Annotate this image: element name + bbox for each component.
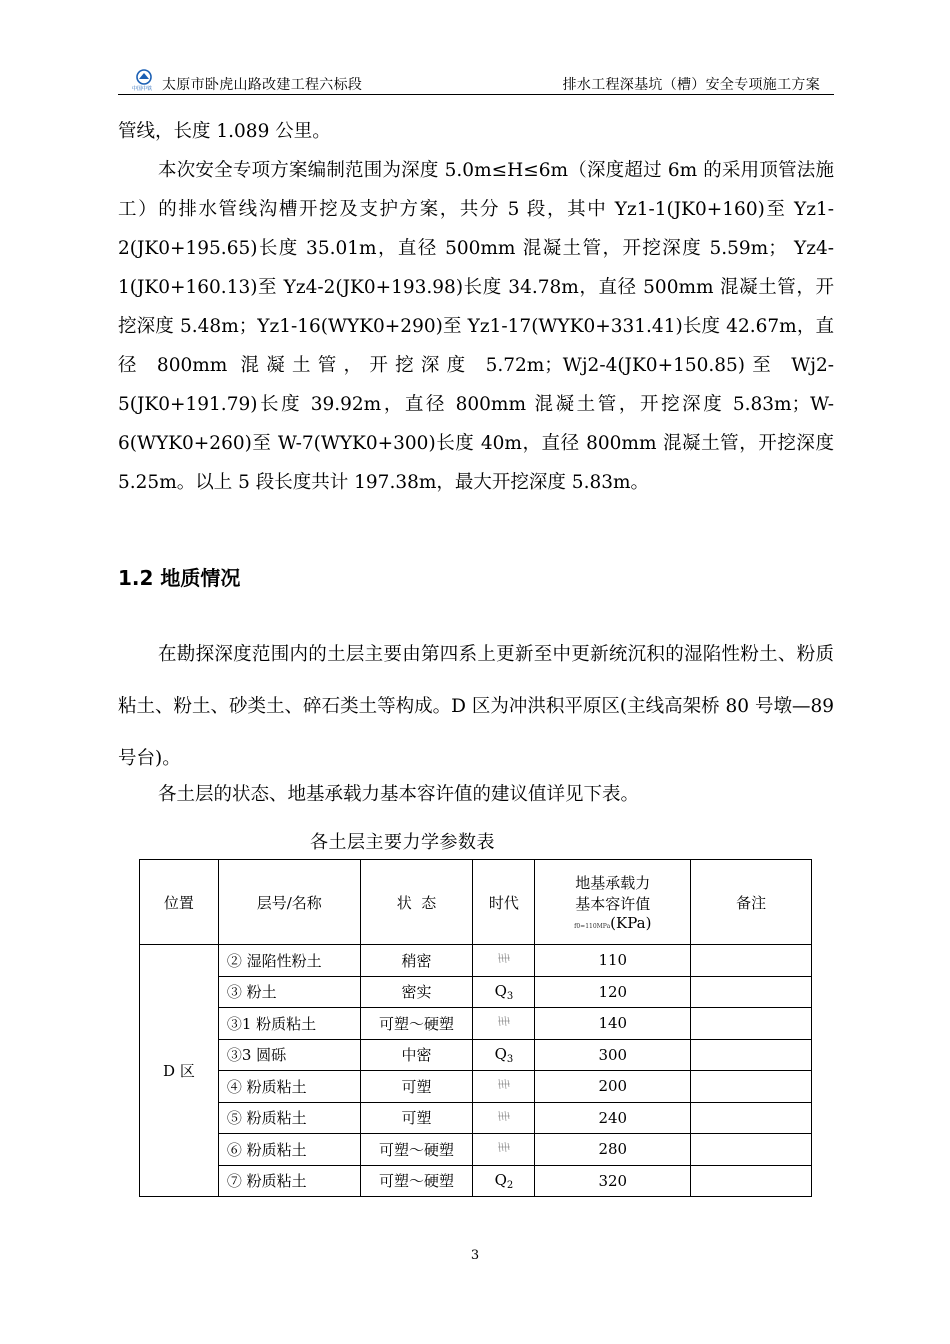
state-cell: 可塑～硬塑 bbox=[360, 1165, 473, 1197]
section-heading: 1.2 地质情况 bbox=[118, 566, 241, 590]
layer-cell: ⑤ 粉质粘土 bbox=[218, 1102, 360, 1134]
era-cell bbox=[473, 1008, 535, 1040]
era-symbol: Q bbox=[494, 1170, 507, 1189]
note-cell bbox=[691, 1039, 812, 1071]
note-cell bbox=[691, 1134, 812, 1166]
era-formula-icon bbox=[497, 1109, 511, 1123]
state-cell: 可塑～硬塑 bbox=[360, 1134, 473, 1166]
page-header bbox=[118, 64, 834, 95]
era-cell bbox=[473, 976, 535, 1008]
table-row bbox=[140, 976, 812, 1008]
era-formula-icon bbox=[497, 1140, 511, 1154]
era-cell bbox=[473, 1102, 535, 1134]
paragraph-3: 在勘探深度范围内的土层主要由第四系上更新至中更新统沉积的湿陷性粉土、粉质粘土、粉土、砂类土、碎石类土等构成。D 区为冲洪积平原区(主线高架桥 80 号墩—89 号台)。 bbox=[118, 644, 834, 769]
era-cell bbox=[473, 1071, 535, 1103]
header-era: 时代 bbox=[473, 860, 535, 945]
era-cell bbox=[473, 945, 535, 977]
note-cell bbox=[691, 1102, 812, 1134]
paragraph-4: 各土层的状态、地基承载力基本容许值的建议值详见下表。 bbox=[158, 784, 640, 805]
capacity-cell: 120 bbox=[535, 976, 691, 1008]
capacity-cell: 280 bbox=[535, 1134, 691, 1166]
zone-cell: D 区 bbox=[140, 945, 219, 1197]
state-cell: 中密 bbox=[360, 1039, 473, 1071]
era-symbol: Q bbox=[494, 1044, 507, 1063]
era-cell bbox=[473, 1134, 535, 1166]
capacity-cell: 140 bbox=[535, 1008, 691, 1040]
header-capacity-line1: 地基承载力 bbox=[575, 874, 651, 892]
era-symbol: Q bbox=[494, 981, 507, 1000]
state-cell: 可塑 bbox=[360, 1102, 473, 1134]
layer-cell: ③1 粉质粘土 bbox=[218, 1008, 360, 1040]
layer-cell: ③3 圆砾 bbox=[218, 1039, 360, 1071]
note-cell bbox=[691, 1008, 812, 1040]
page-number: 3 bbox=[470, 1248, 480, 1263]
era-cell bbox=[473, 1165, 535, 1197]
paragraph-1: 管线，长度 1.089 公里。 bbox=[118, 121, 331, 142]
capacity-cell: 110 bbox=[535, 945, 691, 977]
layer-cell: ② 湿陷性粉土 bbox=[218, 945, 360, 977]
layer-cell: ⑦ 粉质粘土 bbox=[218, 1165, 360, 1197]
state-cell: 稍密 bbox=[360, 945, 473, 977]
table-row bbox=[140, 1008, 812, 1040]
state-cell: 密实 bbox=[360, 976, 473, 1008]
table-row bbox=[140, 1165, 812, 1197]
svg-text:中国中铁: 中国中铁 bbox=[132, 86, 153, 92]
header-capacity-tiny: f0=110MPa bbox=[574, 923, 611, 930]
capacity-cell: 240 bbox=[535, 1102, 691, 1134]
table-row bbox=[140, 1071, 812, 1103]
header-note: 备注 bbox=[691, 860, 812, 945]
table-title: 各土层主要力学参数表 bbox=[310, 832, 495, 853]
era-subscript: 3 bbox=[506, 1053, 514, 1065]
header-document-title: 排水工程深基坑（槽）安全专项施工方案 bbox=[562, 77, 820, 93]
soil-parameter-table bbox=[139, 859, 812, 1197]
header-layer: 层号/名称 bbox=[218, 860, 360, 945]
capacity-cell: 320 bbox=[535, 1165, 691, 1197]
table-row bbox=[140, 1134, 812, 1166]
capacity-cell: 300 bbox=[535, 1039, 691, 1071]
paragraph-2: 本次安全专项方案编制范围为深度 5.0m≤H≤6m（深度超过 6m 的采用顶管法施工）的排水管线沟槽开挖及支护方案，共分 5 段，其中 Yz1-1(JK0+160)至 Yz1-2(JK0+195.65)长度 35.01m，直径 500mm 混凝土管，开挖深度 5.59m； Yz4-1(JK0+160.13)至 Yz4-2(JK0+193.98)长度 34.78m，直径 500mm 混凝土管，开挖深度 5.48m；Yz1-16(WYK0+290)至 Yz1-17(WYK0+331.41)长度 42.67m，直径 800mm 混凝土管，开挖深度 5.72m；Wj2-4(JK0+150.85)至 Wj2-5(JK0+191.79)长度 39.92m，直径 800mm 混凝土管，开挖深度 5.83m；W-6(WYK0+260)至 W-7(WYK0+300)长度 40m，直径 800mm 混凝土管，开挖深度 5.25m。以上 5 段长度共计 197.38m，最大开挖深度 5.83m。 bbox=[118, 160, 834, 493]
era-formula-icon bbox=[497, 1014, 511, 1028]
header-position: 位置 bbox=[140, 860, 219, 945]
note-cell bbox=[691, 1165, 812, 1197]
header-state: 状 态 bbox=[360, 860, 473, 945]
table-header-row bbox=[140, 860, 812, 945]
table-row bbox=[140, 1102, 812, 1134]
header-capacity bbox=[535, 860, 691, 945]
header-capacity-line2: 基本容许值 bbox=[575, 895, 651, 913]
era-formula-icon bbox=[497, 1077, 511, 1091]
era-subscript: 2 bbox=[506, 1179, 514, 1191]
era-cell bbox=[473, 1039, 535, 1071]
era-subscript: 3 bbox=[506, 990, 514, 1002]
layer-cell: ⑥ 粉质粘土 bbox=[218, 1134, 360, 1166]
header-project-name: 太原市卧虎山路改建工程六标段 bbox=[162, 77, 363, 93]
table-row bbox=[140, 945, 812, 977]
table-row bbox=[140, 1039, 812, 1071]
state-cell: 可塑～硬塑 bbox=[360, 1008, 473, 1040]
note-cell bbox=[691, 945, 812, 977]
header-capacity-unit: (KPa) bbox=[610, 914, 652, 932]
note-cell bbox=[691, 1071, 812, 1103]
era-formula-icon bbox=[497, 951, 511, 965]
capacity-cell: 200 bbox=[535, 1071, 691, 1103]
state-cell: 可塑 bbox=[360, 1071, 473, 1103]
note-cell bbox=[691, 976, 812, 1008]
layer-cell: ④ 粉质粘土 bbox=[218, 1071, 360, 1103]
layer-cell: ③ 粉土 bbox=[218, 976, 360, 1008]
